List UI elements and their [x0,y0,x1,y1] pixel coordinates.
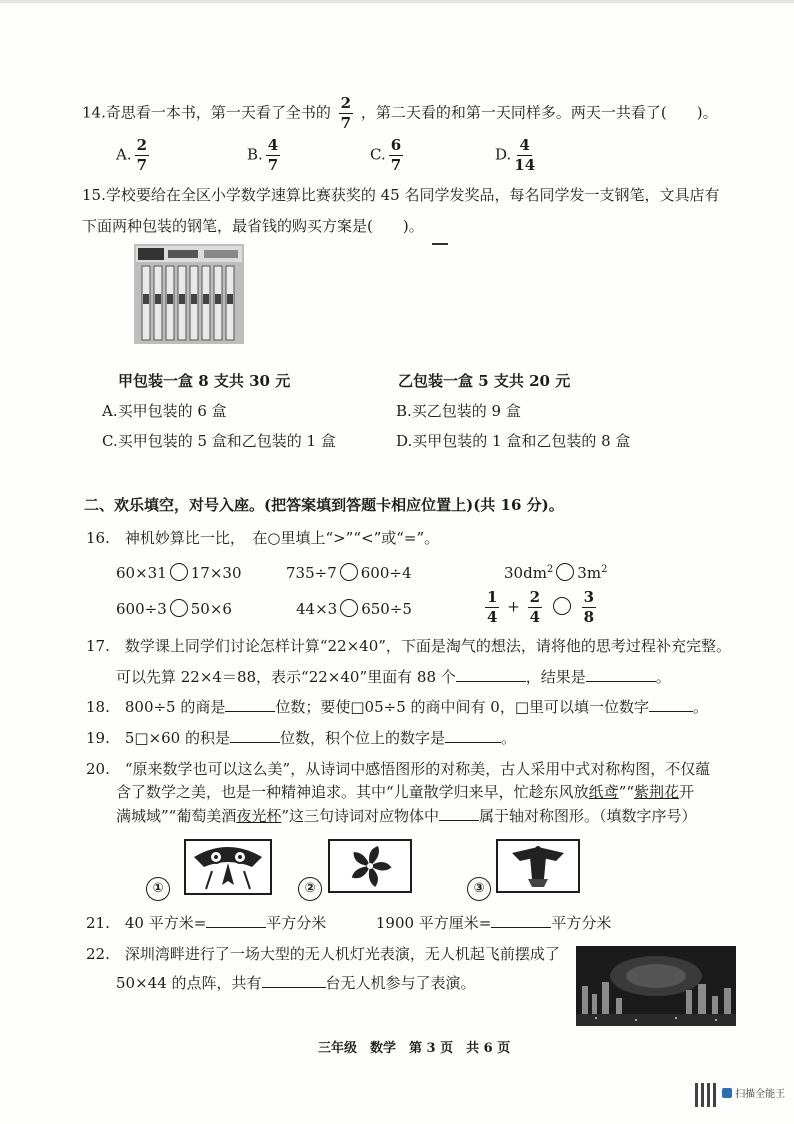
fraction: $\frac{2}{7}$ [340,94,352,132]
q18-stem: 18. 800÷5 的商是 位数；要使□05÷5 的商中间有 0，□里可以填一位数字 。 [86,698,709,716]
q16-stem: 16. 神机妙算比一比， 在○里填上“>”“<”或“=”。 [86,529,440,547]
pack-a-label: 甲包装一盒 8 支共 30 元 [118,372,291,390]
answer-circle[interactable] [553,597,571,615]
answer-blank[interactable] [262,973,326,988]
q14-option-c[interactable]: C. $\frac{6}{7}$ [370,136,402,174]
bauhinia-image-frame [328,839,412,893]
drone-show-photo [576,946,736,1026]
kite-image-frame [184,839,272,895]
q21-stem: 21. 40 平方米= 平方分米 1900 平方厘米= 平方分米 [86,914,612,932]
answer-blank[interactable] [206,913,266,928]
scanner-watermark: 扫描全能王 [722,1085,785,1100]
q17-line2: 可以先算 22×4＝88，表示“22×40”里面有 88 个 ，结果是 。 [116,668,671,686]
q14-stem: 14.奇思看一本书，第一天看了全书的 $\frac{2}{7}$ ，第二天看的和第一天同样多。两天一共看了( )。 [82,94,718,132]
q15-option-a[interactable]: A.买甲包装的 6 盒 [102,402,227,420]
answer-blank[interactable] [445,728,501,743]
answer-blank[interactable] [439,806,479,821]
q16-compare-5: 44×3 650÷5 [296,600,412,618]
answer-blank[interactable] [649,697,693,712]
answer-blank[interactable] [230,728,280,743]
pen-box-image [134,244,244,344]
answer-blank[interactable] [456,667,526,682]
q16-compare-1: 60×31 17×30 [116,564,242,582]
q15-stem-line2: 下面两种包装的钢笔，最省钱的购买方案是( )。 [82,217,424,235]
q16-compare-3: $30dm^2$ $3m^2$ [504,564,608,582]
answer-blank[interactable] [491,913,551,928]
page-top-edge [0,0,794,3]
stray-mark [432,243,448,245]
image-label-2: ② [298,877,322,901]
q14-option-d[interactable]: D. $\frac{4}{14}$ [495,136,536,174]
kite-icon [186,841,270,893]
answer-circle[interactable] [340,599,358,617]
q15-option-c[interactable]: C.买甲包装的 5 盒和乙包装的 1 盒 [102,432,336,450]
q16-compare-6: $\frac{1}{4}$ + $\frac{2}{4}$ $\frac{3}{8}$ [487,588,595,626]
wine-cup-image-frame [496,839,580,893]
bauhinia-flower-icon [330,841,410,891]
q22-line1: 22. 深圳湾畔进行了一场大型的无人机灯光表演，无人机起飞前摆成了 [86,945,560,963]
qr-code [695,1083,719,1107]
scanner-logo-icon [722,1088,732,1098]
q15-option-d[interactable]: D.买甲包装的 1 盒和乙包装的 8 盒 [396,432,631,450]
q16-compare-4: 600÷3 50×6 [116,600,232,618]
q20-line2: 含了数学之美，也是一种精神追求。其中“儿童散学归来早，忙趁东风放纸鸢”“紫荆花开 [116,783,695,801]
page-footer: 三年级 数学 第 3 页 共 6 页 [318,1041,511,1056]
q14-option-a[interactable]: A. $\frac{2}{7}$ [116,136,148,174]
answer-blank[interactable] [225,697,275,712]
answer-circle[interactable] [170,599,188,617]
image-label-3: ③ [467,877,491,901]
q20-line3: 满城域”“葡萄美酒夜光杯”这三句诗词对应物体中 属于轴对称图形。（填数字序号） [116,807,697,825]
answer-blank[interactable] [586,667,656,682]
answer-circle[interactable] [556,563,574,581]
night-city-illustration [576,946,736,1026]
q17-stem: 17. 数学课上同学们讨论怎样计算“22×40”，下面是淘气的想法，请将他的思考过程补充完整。 [86,637,731,655]
answer-circle[interactable] [340,563,358,581]
q22-line2: 50×44 的点阵，共有 台无人机参与了表演。 [116,974,476,992]
q19-stem: 19. 5□×60 的积是 位数，积个位上的数字是 。 [86,729,517,747]
image-label-1: ① [146,877,170,901]
q15-stem-line1: 15.学校要给在全区小学数学速算比赛获奖的 45 名同学发奖品，每名同学发一支钢笔，文具店有 [82,186,720,204]
section-2-heading: 二、欢乐填空，对号入座。(把答案填到答题卡相应位置上)(共 16 分)。 [84,496,564,514]
q20-line1: 20. “原来数学也可以这么美”，从诗词中感悟图形的对称美，古人采用中式对称构图，不仅蕴 [86,760,711,778]
q15-option-b[interactable]: B.买乙包装的 9 盒 [396,402,521,420]
pens-illustration [134,244,244,344]
q16-compare-2: 735÷7 600÷4 [286,564,412,582]
answer-circle[interactable] [170,563,188,581]
pack-b-label: 乙包装一盒 5 支共 20 元 [398,372,571,390]
luminous-cup-icon [498,841,578,891]
q14-option-b[interactable]: B. $\frac{4}{7}$ [247,136,279,174]
